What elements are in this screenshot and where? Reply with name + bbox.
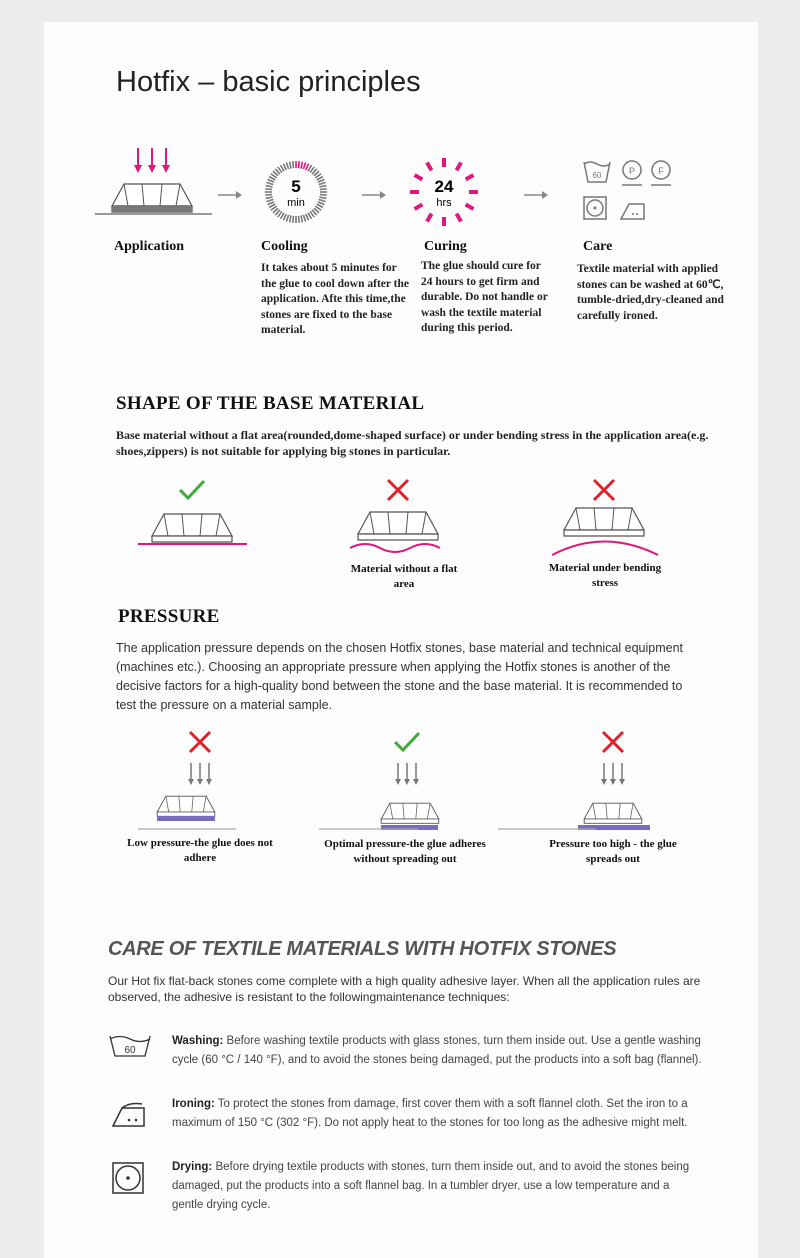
shape-diagram: [130, 478, 670, 568]
timer-tick: [303, 215, 305, 222]
timer-tick: [303, 163, 305, 170]
timer-tick: [266, 197, 273, 198]
timer-tick: [319, 199, 326, 201]
timer-tick: [268, 179, 274, 182]
timer-tick: [267, 182, 274, 184]
timer-tick: [466, 175, 474, 180]
shape-section-title: SHAPE OF THE BASE MATERIAL: [116, 393, 425, 414]
svg-text:5: 5: [291, 177, 301, 196]
pressure-caption-low: Low pressure-the glue does not adhere: [127, 837, 273, 864]
timer-tick: [293, 161, 294, 168]
care-item-label: Washing:: [172, 1035, 224, 1047]
cross-icon: [603, 732, 623, 752]
svg-text:min: min: [287, 197, 305, 209]
care-item-text: To protect the stones from damage, first cover them with a soft flannel cloth. Set the iron to a maximum of 150 °C (302 °F). Do not apply heat to the stones for too long as the adhesive might melt.: [172, 1098, 688, 1129]
timer-tick: [268, 202, 274, 205]
timer-tick: [283, 164, 286, 170]
timer-tick: [318, 179, 324, 182]
shape-caption-bending: Material under bending stress: [548, 562, 662, 589]
cross-icon: [388, 480, 408, 500]
timer-tick: [301, 162, 302, 169]
arrow-icon: [524, 191, 548, 199]
timer-tick: [306, 214, 309, 220]
timer-tick: [415, 175, 423, 180]
care-item-label: Drying:: [172, 1161, 213, 1173]
care-intro: Our Hot fix flat-back stones come complete with a high quality adhesive layer. When all the application rules are observed, the adhesive is resistant to the followingmaintenance techniques:: [108, 974, 701, 1004]
care-item-label: Ironing:: [172, 1098, 215, 1110]
check-icon: [180, 481, 204, 498]
timer-tick: [319, 186, 326, 187]
step-title-cooling: Cooling: [261, 239, 308, 254]
svg-text:F: F: [658, 166, 664, 176]
timer-tick: [290, 215, 291, 222]
timer-tick: [457, 214, 462, 222]
care-item-washing: [172, 1032, 702, 1070]
pressure-section-title: PRESSURE: [118, 606, 220, 627]
timer-tick: [319, 197, 326, 198]
svg-text:24: 24: [434, 177, 454, 196]
timer-tick: [319, 182, 326, 184]
shape-text: Base material without a flat area(rounded,dome-shaped surface) or under bending stress in the application area(e.g. shoes,zippers) is not suitable for applying big stones in particular.: [116, 428, 709, 458]
timer-tick: [299, 216, 300, 223]
iron-icon: [113, 1104, 144, 1127]
arrow-icon: [362, 191, 386, 199]
timer-tick: [427, 214, 432, 222]
timer-tick: [267, 199, 274, 201]
care-item-drying: [172, 1158, 702, 1215]
care-item-ironing: [172, 1095, 702, 1133]
check-icon: [395, 733, 419, 750]
timer-tick: [457, 163, 462, 171]
timer-tick: [283, 214, 286, 220]
shape-caption-no-flat: Material without a flat area: [350, 563, 458, 590]
timer-tick: [290, 162, 291, 169]
pressure-caption-high: Pressure too high - the glue spreads out: [549, 838, 677, 865]
timer-tick: [286, 215, 288, 222]
pressure-caption-optimal: Optimal pressure-the glue adheres without spreading out: [324, 838, 486, 865]
care-item-text: Before drying textile products with stones, turn them inside out, and to avoid the stones being damaged, put the products into a soft flannel bag. In a tumbler dryer, use a low temperature and a gentle drying cycle.: [172, 1161, 690, 1211]
timer-tick: [265, 195, 272, 196]
svg-text:P: P: [628, 166, 636, 176]
timer-tick: [318, 202, 324, 205]
cross-icon: [190, 732, 210, 752]
page-title: Hotfix – basic principles: [116, 66, 421, 98]
timer-tick: [266, 186, 273, 187]
step-title-curing: Curing: [424, 239, 467, 254]
timer-tick: [466, 205, 474, 210]
application-icon: [95, 148, 212, 214]
svg-text:60: 60: [124, 1045, 136, 1056]
timer-tick: [293, 216, 294, 223]
care-section-title: CARE OF TEXTILE MATERIALS WITH HOTFIX STONES: [108, 938, 617, 960]
timer-tick: [320, 195, 327, 196]
timer-tick: [286, 163, 288, 170]
step-text-cooling: It takes about 5 minutes for the glue to cool down after the application. Afte this time,the stones are fixed to the base material.: [261, 262, 409, 336]
steps-diagram: [90, 140, 730, 230]
timer-tick: [265, 189, 272, 190]
svg-text:60: 60: [592, 171, 602, 180]
timer-tick: [415, 205, 423, 210]
cross-icon: [594, 480, 614, 500]
arrow-icon: [218, 191, 242, 199]
timer-tick: [320, 189, 327, 190]
pressure-text: The application pressure depends on the chosen Hotfix stones, base material and technical equipment (machines etc.). Choosing an appropriate pressure when applying the Hotfix stones is another of the decisive factors for a high-quality bond between the stone and the base material. It is recommended to test the pressure on a material sample.: [116, 641, 684, 712]
timer-tick: [306, 164, 309, 170]
pressure-diagram: [100, 730, 700, 830]
timer-tick: [301, 215, 302, 222]
step-title-application: Application: [114, 239, 185, 254]
step-title-care: Care: [583, 239, 613, 254]
timer-tick: [427, 163, 432, 171]
care-item-text: Before washing textile products with glass stones, turn them inside out. Use a gentle washing cycle (60 °C / 140 °F), and to avoid the stones being damaged, put the products into a soft bag (flannel).: [172, 1035, 702, 1066]
timer-tick: [299, 161, 300, 168]
step-text-curing: The glue should cure for 24 hours to get firm and durable. Do not handle or wash the textile material during this period.: [421, 260, 548, 334]
care-icons: [108, 1030, 158, 1210]
step-text-care: Textile material with applied stones can be washed at 60℃, tumble-dried,dry-cleaned and carefully ironed.: [577, 263, 724, 322]
svg-text:hrs: hrs: [436, 197, 452, 209]
